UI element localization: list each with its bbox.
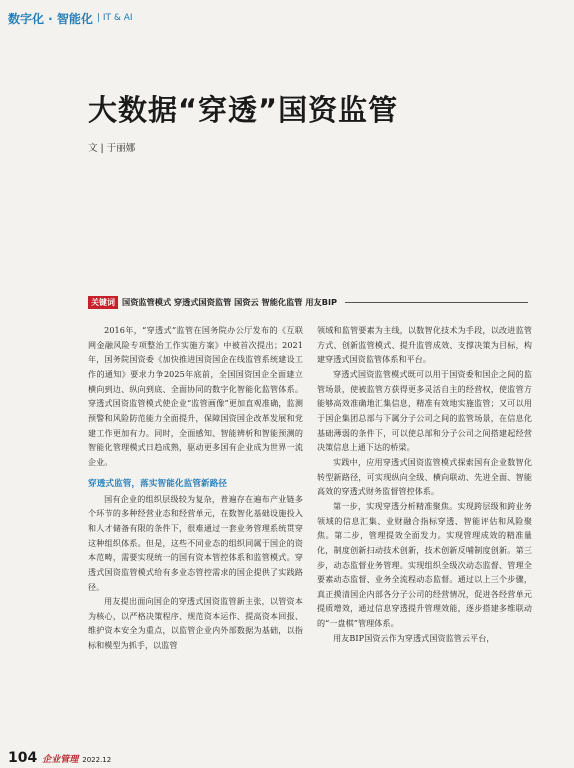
article-title: 大数据“穿透”国资监管 [88, 93, 399, 127]
keywords-divider [345, 302, 528, 303]
issue-number: 2022.12 [82, 756, 112, 764]
right-column [317, 324, 532, 646]
keywords-text: 国资监管模式 穿透式国资监管 国资云 智能化监管 用友BIP [122, 296, 338, 307]
page-footer [8, 750, 111, 766]
section-header [8, 8, 133, 28]
magazine-name: 企业管理 [42, 755, 79, 765]
keywords-row [88, 295, 528, 309]
paragraph-continued: 领域和监管要素为主线，以数智化技术为手段，以改进监管方式、创新监管模式、提升监管成效、支撑决策为目标，构建穿透式国资监管体系和平台。 [317, 326, 532, 365]
paragraph: 用友提出面向国企的穿透式国资监管新主张，以管资本为核心，以严格决策程序、规范资本运作、提高资本回报、维护资本安全为重点，以监管企业内外部数据为基础，以指标和模型为抓手，以监管 [88, 597, 303, 651]
paragraph: 实践中，应用穿透式国资监管模式探索国有企业数智化转型新路径，可实现纵向全级、横向联动、先进全面、智能高效的穿透式财务监督管控体系。 [317, 457, 532, 497]
paragraph: 2016年，“穿透式”监管在国务院办公厅发布的《互联网金融风险专项整治工作实施方案》中被首次提出；2021年，国务院国资委《加快推进国资国企在线监管系统建设工作的通知》要求力争2025年底前，全国国资国企全面建立横向到边、纵向到底、全面协同的数字化智能化监管体系。穿透式国资监管模式使企业“监管画像”更加直观准确，监测预警和风险防范能力全面提升，保障国资国企改革发展和党建工作更加有力。同时，全面感知、智能辨析和智能预测的智能化管理模式日趋成熟，驱动更多国有企业成为世界一流企业。 [88, 326, 303, 467]
page-number: 104 [8, 750, 38, 766]
paragraph: 国有企业的组织层级较为复杂，普遍存在遍布产业链多个环节的多种经营业态和经营单元，在数智化基础设施投入和人才储备有限的条件下，很难通过一套业务管理系统贯穿这种组织体系。但是，这些不同业态的组织同属于国企的资本范畴，需要实现统一的国有资本管控体系和监管模式。穿透式国资监管模式给有多业态管控需求的国企提供了实践路径。 [88, 494, 303, 592]
section-subheading: 穿透式监管，落实智能化监管新路径 [88, 478, 228, 489]
paragraph: 穿透式国资监管模式既可以用于国资委和国企之间的监管场景，使被监管方获得更多灵活自主的经营权，使监管方能够高效准确地汇集信息，精准有效地实施监管；又可以用于国企集团总部与下属分子公司之间的监管场景，在信息化基础薄弱的条件下，可以使总部和分子公司之间搭建起经营决策信息上通下达的桥梁。 [317, 369, 532, 453]
article-author: 文 | 于丽娜 [88, 143, 136, 154]
paragraph: 第一步，实现穿透分析精准聚焦。实现跨层级和跨业务领域的信息汇集、业财融合指标穿透、智能评估和风险聚焦。第二步，管理提效全面发力。实现管理成效的精准量化，制度创新扫动技术创新，技术创新反哺制度创新。第三步，动态监督业务管理。实现组织全级次动态监督、管理全要素动态监督、业务全流程动态监督。通过以上三个步骤，真正摸清国企内部各分子公司的经营情况，促进各经营单元提质增效，通过信息穿透提升管理效能，逐步搭建多维联动的“一盘棋”管理体系。 [317, 501, 532, 629]
paragraph: 用友BIP国资云作为穿透式国资监管云平台， [333, 633, 495, 643]
section-tag: 数字化 · 智能化 [8, 11, 93, 26]
keywords-badge: 关键词 [88, 296, 118, 309]
left-column [88, 324, 303, 654]
section-tag-en: | IT & AI [96, 13, 133, 23]
